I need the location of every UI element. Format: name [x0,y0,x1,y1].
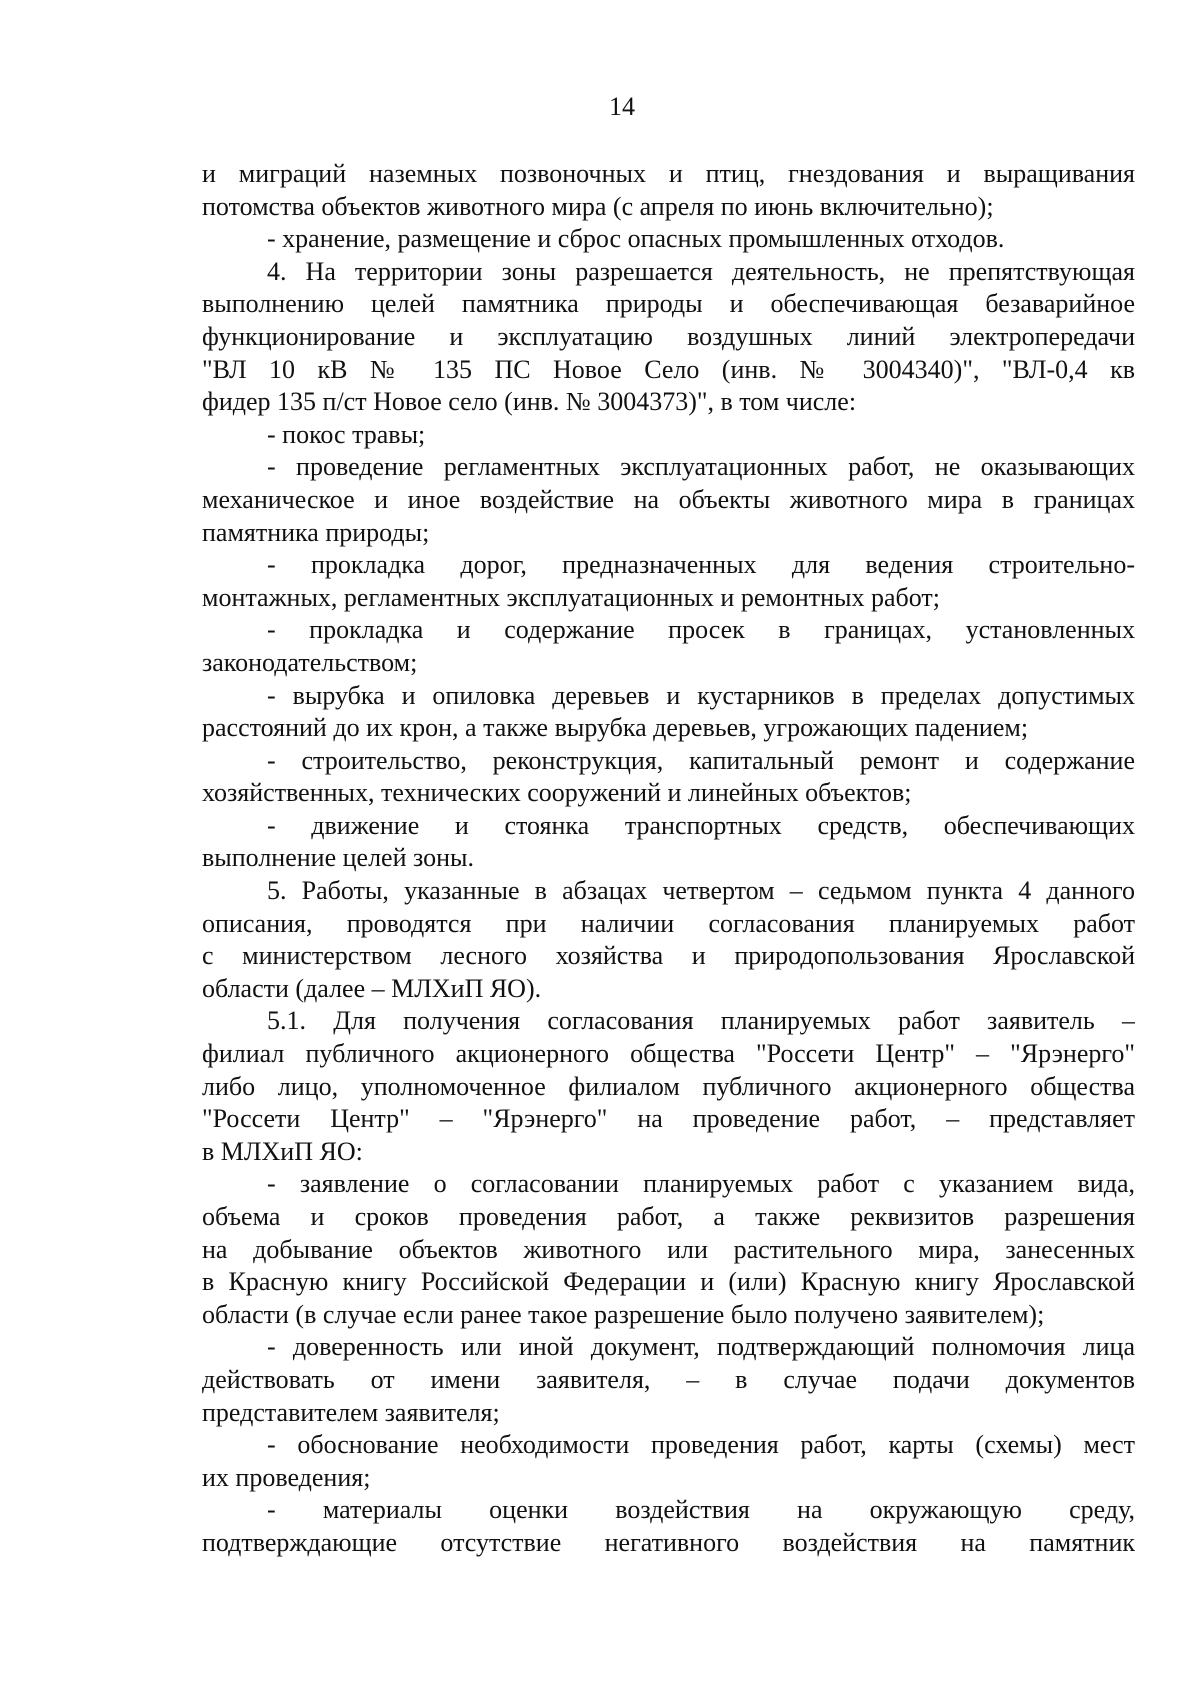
text-line: на добывание объектов животного или растительного мира, занесенных [202,1234,1135,1264]
paragraph [202,223,1135,256]
text-line: - проведение регламентных эксплуатационных работ, не оказывающих [267,452,1135,482]
text-line: - покос травы; [267,419,426,449]
document-body [202,158,1135,1560]
text-line: объема и сроков проведения работ, а также реквизитов разрешения [202,1202,1135,1231]
text-line: "Россети Центр" – "Ярэнерго" на проведение работ, – представляет [202,1104,1135,1134]
text-line: и миграций наземных позвоночных и птиц, гнездования и выращивания [202,159,1135,188]
text-line: - вырубка и опиловка деревьев и кустарников в пределах допустимых [267,680,1135,710]
text-line: с министерством лесного хозяйства и природопользования Ярославской [202,941,1135,971]
text-line: законодательством; [202,647,418,677]
page-number: 14 [609,92,635,121]
paragraph [202,158,1135,223]
text-line: монтажных, регламентных эксплуатационных и ремонтных работ; [202,582,941,612]
text-line: - движение и стоянка транспортных средств, обеспечивающих [267,810,1135,840]
paragraph [202,1494,1135,1559]
paragraph [202,451,1135,549]
text-line: их проведения; [202,1462,371,1492]
paragraph [202,1429,1135,1494]
paragraph [202,1005,1135,1168]
text-line: области (далее – МЛХиП ЯО). [202,973,542,1003]
text-line: - доверенность или иной документ, подтверждающий полномочия лица [267,1332,1135,1362]
text-line: потомства объектов животного мира (с апреля по июнь включительно); [202,191,994,221]
text-line: расстояний до их крон, а также вырубка деревьев, угрожающих падением; [202,713,1029,743]
text-line: функционирование и эксплуатацию воздушных линий электропередачи [202,321,1135,351]
paragraph [202,1168,1135,1331]
text-line: фидер 135 п/ст Новое село (инв. № 3004373)", в том числе: [202,387,857,417]
text-line: "ВЛ 10 кВ № 135 ПС Новое Село (инв. № 3004340)", "ВЛ-0,4 кв [202,354,1135,384]
text-line: в Красную книгу Российской Федерации и (или) Красную книгу Ярославской [202,1267,1135,1297]
text-line: - заявление о согласовании планируемых работ с указанием вида, [267,1169,1135,1199]
text-line: - прокладка и содержание просек в границах, установленных [267,615,1135,645]
text-line: - строительство, реконструкция, капитальный ремонт и содержание [267,745,1135,775]
text-line: памятника природы; [202,517,430,547]
text-line: 5. Работы, указанные в абзацах четвертом – седьмом пункта 4 данного [267,876,1135,906]
text-line: 4. На территории зоны разрешается деятельность, не препятствующая [267,256,1135,286]
paragraph [202,810,1135,875]
paragraph [202,875,1135,1005]
text-line: области (в случае если ранее такое разрешение было получено заявителем); [202,1299,1045,1329]
paragraph [202,549,1135,614]
text-line: 5.1. Для получения согласования планируемых работ заявитель – [267,1006,1135,1036]
paragraph [202,680,1135,745]
text-line: выполнение целей зоны. [202,843,474,873]
text-line: описания, проводятся при наличии согласования планируемых работ [202,908,1135,938]
text-line: - прокладка дорог, предназначенных для ведения строительно- [267,550,1135,580]
paragraph [202,419,1135,452]
text-line: либо лицо, уполномоченное филиалом публичного акционерного общества [202,1071,1135,1101]
paragraph [202,1331,1135,1429]
text-line: - хранение, размещение и сброс опасных промышленных отходов. [267,224,1005,254]
text-line: - материалы оценки воздействия на окружающую среду, [267,1495,1135,1525]
text-line: - обоснование необходимости проведения работ, карты (схемы) мест [267,1430,1135,1460]
paragraph [202,614,1135,679]
text-line: хозяйственных, технических сооружений и линейных объектов; [202,778,912,808]
text-line: в МЛХиП ЯО: [202,1136,363,1166]
text-line: представителем заявителя; [202,1397,500,1427]
paragraph [202,745,1135,810]
text-line: филиал публичного акционерного общества "Россети Центр" – "Ярэнерго" [202,1039,1135,1069]
text-line: действовать от имени заявителя, – в случае подачи документов [202,1364,1135,1394]
text-line: подтверждающие отсутствие негативного воздействия на памятник [202,1527,1135,1557]
text-line: выполнению целей памятника природы и обеспечивающая безаварийное [202,289,1135,319]
paragraph [202,256,1135,419]
text-line: механическое и иное воздействие на объекты животного мира в границах [202,484,1135,514]
